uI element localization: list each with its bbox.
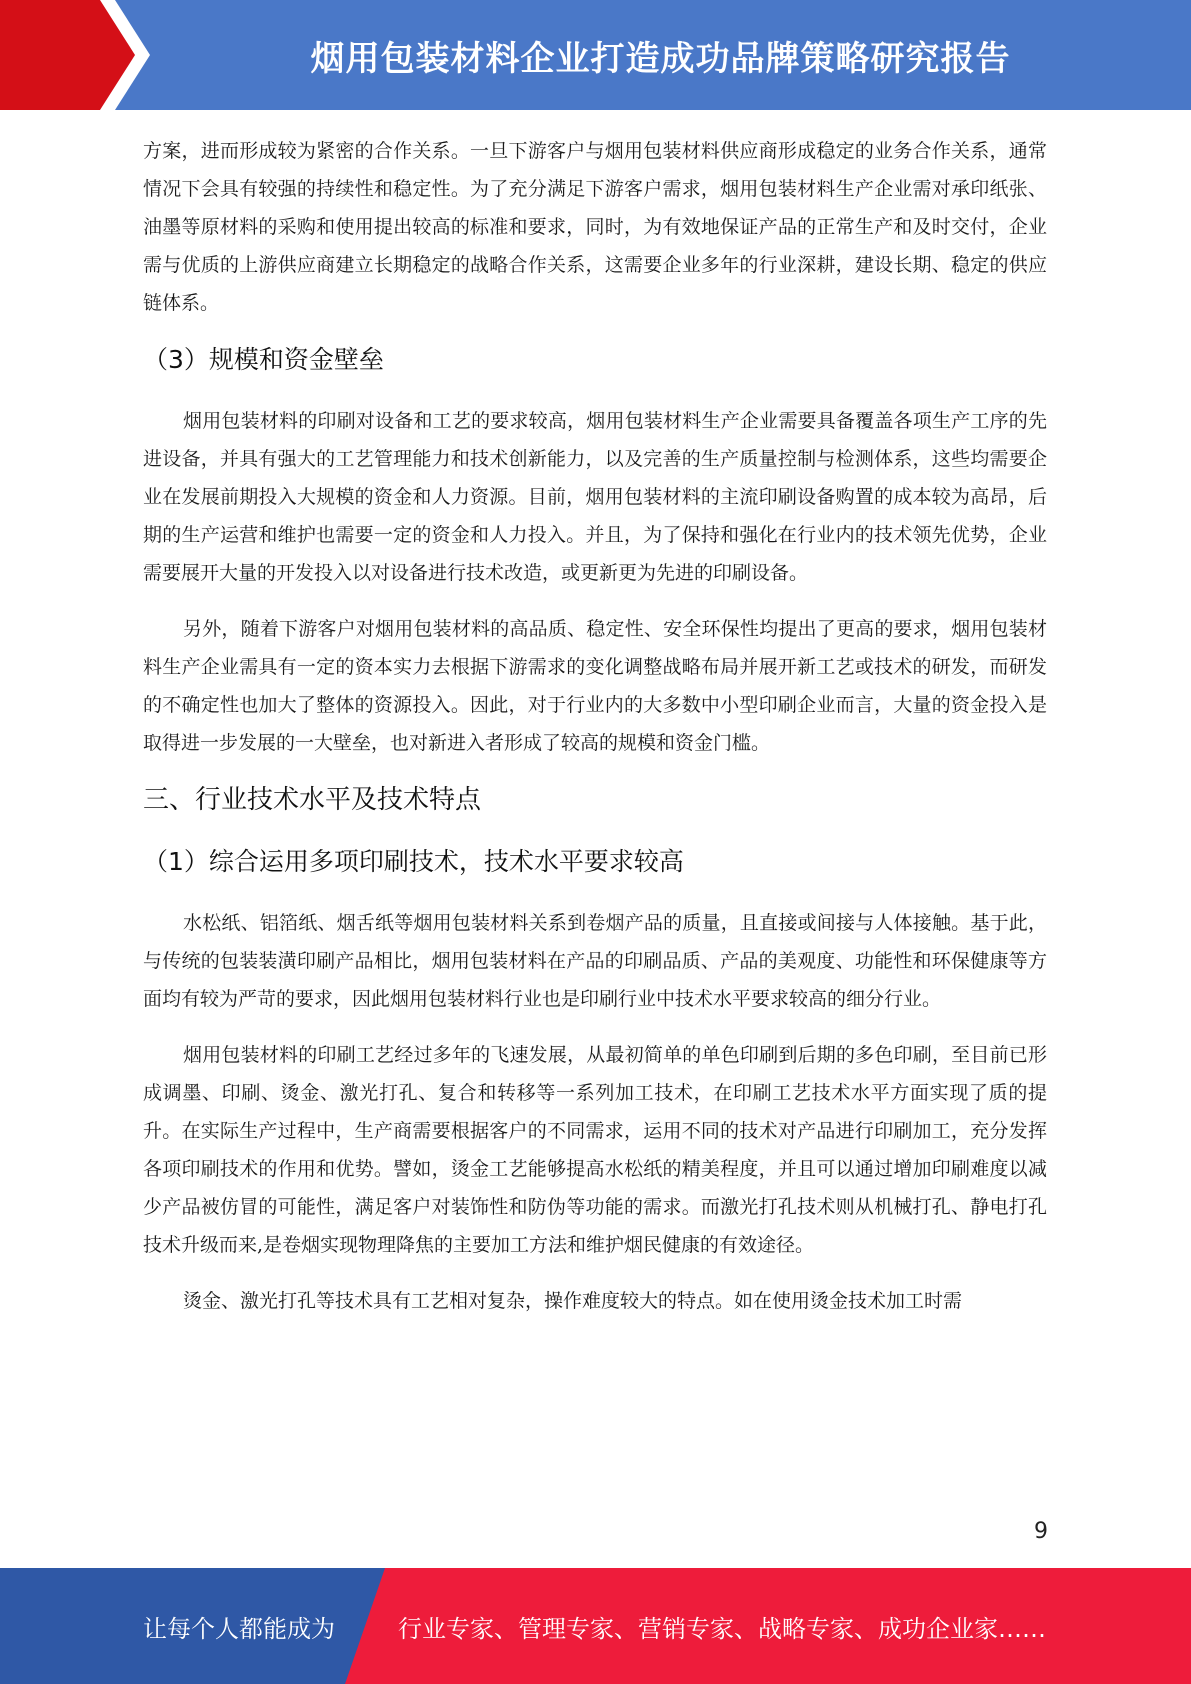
document-body xyxy=(143,132,1047,1338)
footer-slogan-right: 行业专家、管理专家、营销专家、战略专家、成功企业家…… xyxy=(398,1614,1046,1643)
report-title: 烟用包装材料企业打造成功品牌策略研究报告 xyxy=(310,38,1011,79)
page-number: 9 xyxy=(1034,1519,1048,1544)
paragraph: 烫金、激光打孔等技术具有工艺相对复杂，操作难度较大的特点。如在使用烫金技术加工时需 xyxy=(183,1290,963,1312)
subsection-heading: （1）综合运用多项印刷技术，技术水平要求较高 xyxy=(143,847,684,876)
paragraph: 水松纸、铝箔纸、烟舌纸等烟用包装材料关系到卷烟产品的质量，且直接或间接与人体接触。基于此，与传统的包装装潢印刷产品相比，烟用包装材料在产品的印刷品质、产品的美观度、功能性和环保健康等方面均有较为严苛的要求，因此烟用包装材料行业也是印刷行业中技术水平要求较高的细分行业。 xyxy=(143,912,1047,1010)
footer-slogan-left: 让每个人都能成为 xyxy=(143,1614,335,1643)
subsection-heading: （3）规模和资金壁垒 xyxy=(143,345,384,374)
header-flag-decoration xyxy=(0,0,160,110)
paragraph: 烟用包装材料的印刷工艺经过多年的飞速发展，从最初简单的单色印刷到后期的多色印刷，至目前已形成调墨、印刷、烫金、激光打孔、复合和转移等一系列加工技术，在印刷工艺技术水平方面实现了质的提升。在实际生产过程中，生产商需要根据客户的不同需求，运用不同的技术对产品进行印刷加工，充分发挥各项印刷技术的作用和优势。譬如，烫金工艺能够提高水松纸的精美程度，并且可以通过增加印刷难度以减少产品被仿冒的可能性，满足客户对装饰性和防伪等功能的需求。而激光打孔技术则从机械打孔、静电打孔技术升级而来,是卷烟实现物理降焦的主要加工方法和维护烟民健康的有效途径。 xyxy=(143,1044,1047,1256)
paragraph: 烟用包装材料的印刷对设备和工艺的要求较高，烟用包装材料生产企业需要具备覆盖各项生产工序的先进设备，并具有强大的工艺管理能力和技术创新能力，以及完善的生产质量控制与检测体系，这些均需要企业在发展前期投入大规模的资金和人力资源。目前，烟用包装材料的主流印刷设备购置的成本较为高昂，后期的生产运营和维护也需要一定的资金和人力投入。并且，为了保持和强化在行业内的技术领先优势，企业需要展开大量的开发投入以对设备进行技术改造，或更新更为先进的印刷设备。 xyxy=(143,410,1047,584)
paragraph: 另外，随着下游客户对烟用包装材料的高品质、稳定性、安全环保性均提出了更高的要求，烟用包装材料生产企业需具有一定的资本实力去根据下游需求的变化调整战略布局并展开新工艺或技术的研发，而研发的不确定性也加大了整体的资源投入。因此，对于行业内的大多数中小型印刷企业而言，大量的资金投入是取得进一步发展的一大壁垒，也对新进入者形成了较高的规模和资金门槛。 xyxy=(143,618,1047,754)
page-header xyxy=(0,0,1191,110)
paragraph: 方案，进而形成较为紧密的合作关系。一旦下游客户与烟用包装材料供应商形成稳定的业务合作关系，通常情况下会具有较强的持续性和稳定性。为了充分满足下游客户需求，烟用包装材料生产企业需对承印纸张、油墨等原材料的采购和使用提出较高的标准和要求，同时，为有效地保证产品的正常生产和及时交付，企业需与优质的上游供应商建立长期稳定的战略合作关系，这需要企业多年的行业深耕，建设长期、稳定的供应链体系。 xyxy=(143,140,1047,314)
page-footer xyxy=(0,1568,1191,1684)
section-heading: 三、行业技术水平及技术特点 xyxy=(143,785,482,815)
